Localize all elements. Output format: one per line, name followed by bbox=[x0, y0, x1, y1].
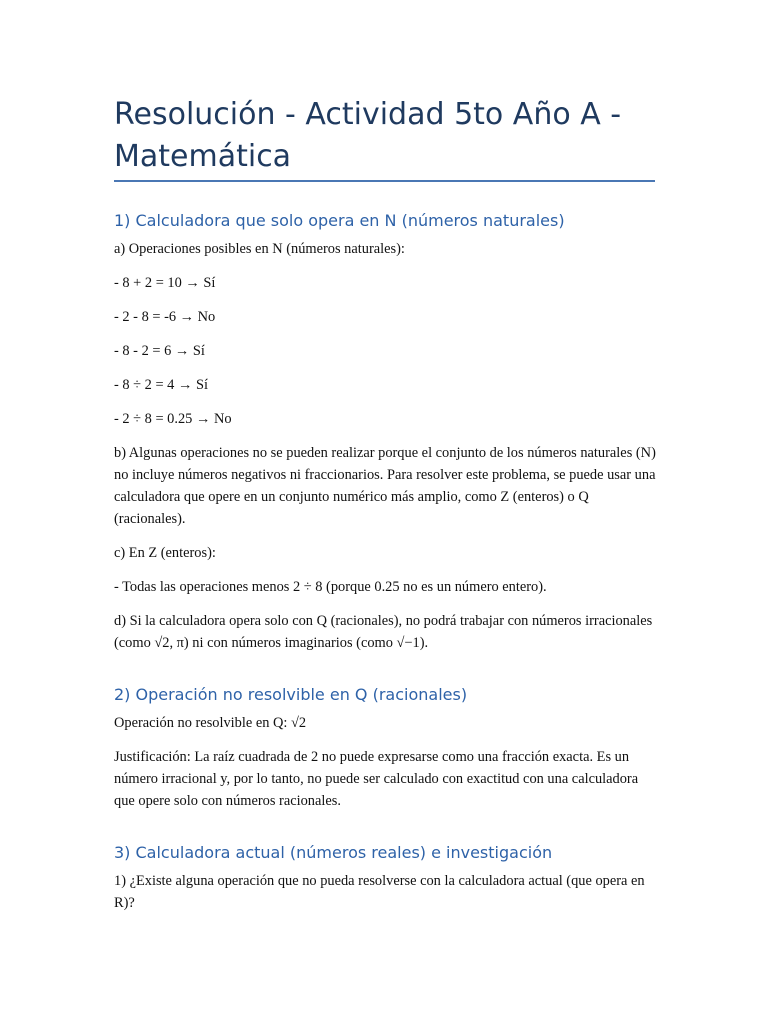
section-2-heading: 2) Operación no resolvible en Q (racionales) bbox=[114, 685, 468, 704]
list-item: - Todas las operaciones menos 2 ÷ 8 (porque 0.25 no es un número entero). bbox=[114, 579, 547, 595]
section-2 bbox=[114, 684, 659, 812]
document-title: Resolución - Actividad 5to Año A - Matemática bbox=[114, 97, 622, 174]
list-item: - 2 - 8 = -6 → No bbox=[114, 309, 216, 325]
list-item: - 8 + 2 = 10 → Sí bbox=[114, 275, 216, 291]
paragraph: d) Si la calculadora opera solo con Q (racionales), no podrá trabajar con números irracionales (como √2, π) ni con números imaginarios (como √−1). bbox=[114, 613, 653, 651]
section-3 bbox=[114, 842, 659, 914]
list-item: - 8 - 2 = 6 → Sí bbox=[114, 343, 205, 359]
list-item: - 2 ÷ 8 = 0.25 → No bbox=[114, 411, 232, 427]
section-1-heading: 1) Calculadora que solo opera en N (números naturales) bbox=[114, 211, 565, 230]
title-divider bbox=[114, 180, 655, 182]
paragraph: b) Algunas operaciones no se pueden realizar porque el conjunto de los números naturales (N) no incluye números negativos ni fraccionarios. Para resolver este problema, se puede usar una calculadora que opere en un conjunto numérico más amplio, como Z (enteros) o Q (racionales). bbox=[114, 445, 656, 527]
section-3-heading: 3) Calculadora actual (números reales) e investigación bbox=[114, 843, 553, 862]
paragraph: a) Operaciones posibles en N (números naturales): bbox=[114, 241, 405, 257]
paragraph: 1) ¿Existe alguna operación que no pueda resolverse con la calculadora actual (que opera en R)? bbox=[114, 873, 645, 911]
section-1 bbox=[114, 210, 659, 654]
paragraph: Operación no resolvible en Q: √2 bbox=[114, 715, 307, 731]
paragraph: c) En Z (enteros): bbox=[114, 545, 216, 561]
list-item: - 8 ÷ 2 = 4 → Sí bbox=[114, 377, 208, 393]
paragraph: Justificación: La raíz cuadrada de 2 no puede expresarse como una fracción exacta. Es un número irracional y, por lo tanto, no puede ser calculado con exactitud con una calculadora que opere solo con números racionales. bbox=[114, 749, 639, 809]
document-body bbox=[114, 210, 659, 926]
